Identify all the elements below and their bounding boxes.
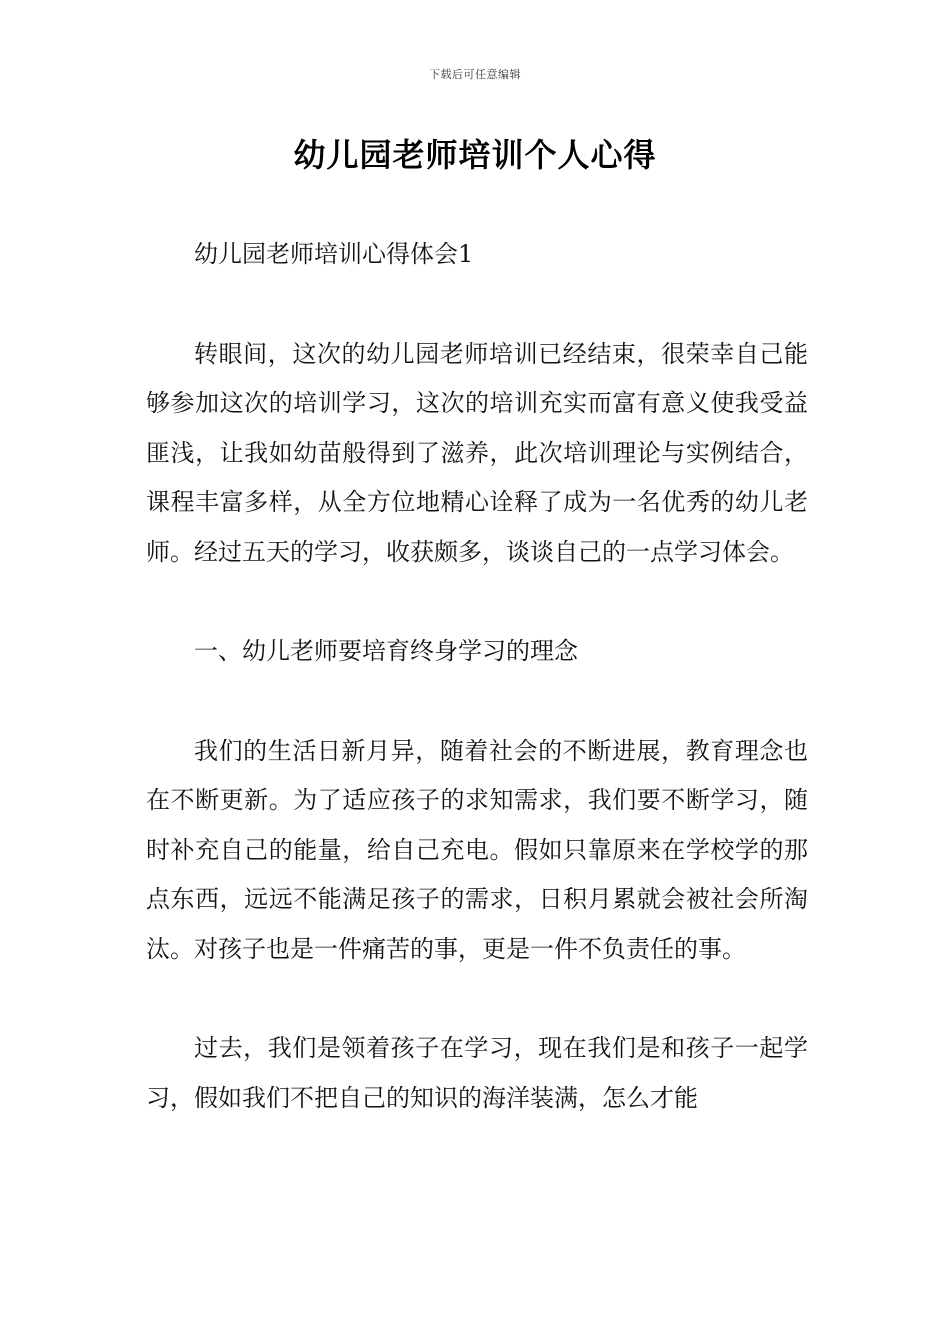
document-body [146,230,808,1173]
body-paragraph: 转眼间，这次的幼儿园老师培训已经结束，很荣幸自己能够参加这次的培训学习，这次的培训充实而富有意义使我受益匪浅，让我如幼苗般得到了滋养，此次培训理论与实例结合，课程丰富多样，从全方位地精心诠释了成为一名优秀的幼儿老师。经过五天的学习，收获颇多，谈谈自己的一点学习体会。 [146,339,808,566]
document-title: 幼儿园老师培训个人心得 [293,136,657,174]
download-note: 下载后可任意编辑 [429,68,521,81]
section-heading: 一、幼儿老师要培育终身学习的理念 [194,637,578,665]
body-paragraph: 过去，我们是领着孩子在学习，现在我们是和孩子一起学习，假如我们不把自己的知识的海洋装满，怎么才能 [146,1034,808,1112]
body-paragraph: 我们的生活日新月异，随着社会的不断进展，教育理念也在不断更新。为了适应孩子的求知需求，我们要不断学习，随时补充自己的能量，给自己充电。假如只靠原来在学校学的那点东西，远远不能满足孩子的需求，日积月累就会被社会所淘汰。对孩子也是一件痛苦的事，更是一件不负责任的事。 [146,736,808,963]
subtitle-paragraph: 幼儿园老师培训心得体会1 [194,240,474,268]
